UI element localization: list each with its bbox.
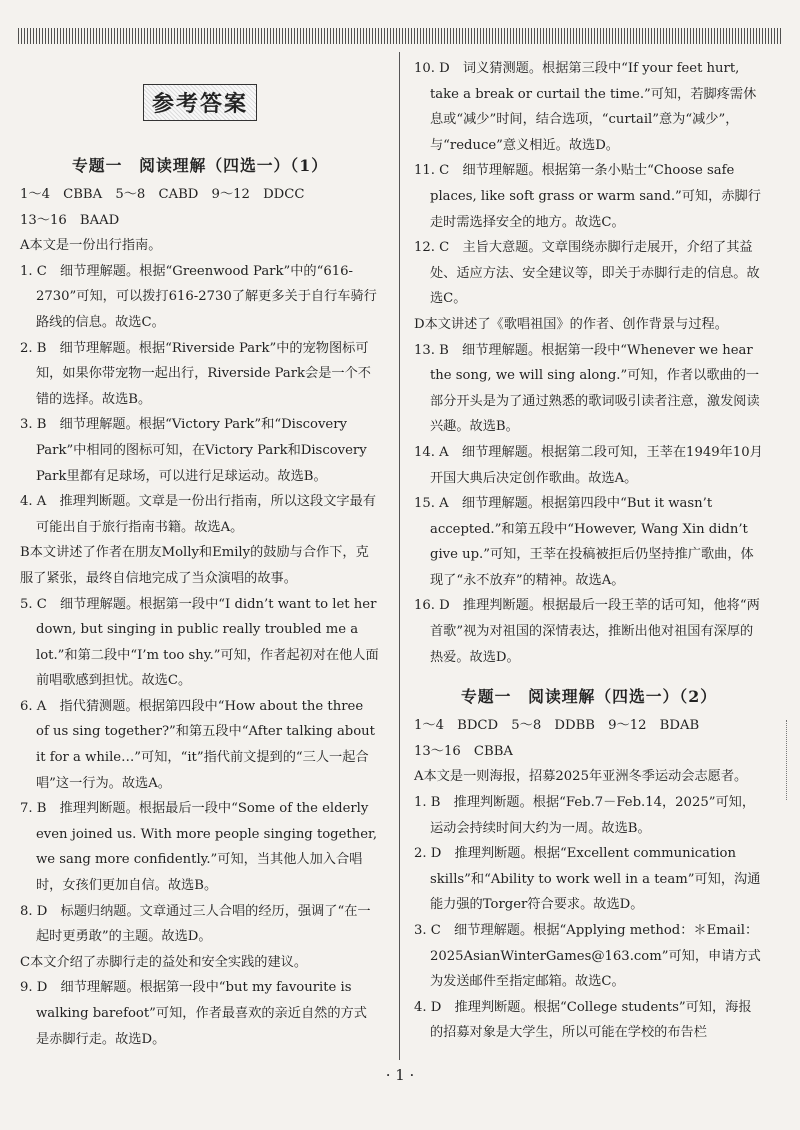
explanation-item: 3. C 细节理解题。根据“Applying method：＊Email：2025AsianWinterGames@163.com”可知，申请方式为发送邮件至指定邮箱。故选C。	[414, 923, 761, 990]
explanation-item: 9. D 细节理解题。根据第一段中“but my favourite is walking barefoot”可知，作者最喜欢的亲近自然的方式是赤脚行走。故选D。	[20, 980, 367, 1047]
column-divider	[399, 52, 400, 1060]
top-barcode-strip	[18, 28, 782, 44]
explanation-item: 6. A 指代猜测题。根据第四段中“How about the three of us sing together?”和第五段中“After talking about it for a while…”可知，“it”指代前文提到的“三人一起合唱”这一行为。故选A。	[20, 698, 375, 791]
explanation-item: 8. D 标题归纳题。文章通过三人合唱的经历，强调了“在一起时更勇敢”的主题。故选D。	[20, 903, 371, 945]
explanation-item: 15. A 细节理解题。根据第四段中“But it wasn’t accepted.”和第五段中“However, Wang Xin didn’t give up.”可知，王莘在投稿被拒后仍坚持推广歌曲，体现了“永不放弃”的精神。故选A。	[414, 496, 754, 588]
binding-edge-marks	[786, 720, 789, 800]
section2-title: 专题一 阅读理解（四选一）（2）	[460, 687, 718, 707]
explanation-item: 12. C 主旨大意题。文章围绕赤脚行走展开，介绍了其益处、适应方法、安全建议等，即关于赤脚行走的信息。故选C。	[414, 240, 760, 307]
page-number: · 1 ·	[385, 1066, 415, 1084]
answer-line: 13～16 BAAD	[20, 212, 120, 228]
section1-title: 专题一 阅读理解（四选一）（1）	[71, 156, 329, 175]
explanation-item: 13. B 细节理解题。根据第一段中“Whenever we hear the song, we will sing along.”可知，作者以歌曲的一部分开头是为了通过熟悉的歌词吸引读者注意，激发阅读兴趣。故选B。	[414, 342, 760, 435]
page-title: 参考答案	[143, 84, 257, 121]
passage-intro: B本文讲述了作者在朋友Molly和Emily的鼓励与合作下，克服了紧张，最终自信地完成了当众演唱的故事。	[20, 545, 369, 586]
explanation-item: 3. B 细节理解题。根据“Victory Park”和“Discovery Park”中相同的图标可知，在Victory Park和Discovery Park里都有足球场，可以进行足球运动。故选B。	[20, 417, 367, 484]
passage-intro: A本文是一则海报，招募2025年亚洲冬季运动会志愿者。	[414, 769, 748, 785]
right-column	[414, 56, 764, 1046]
explanation-item: 4. A 推理判断题。文章是一份出行指南，所以这段文字最有可能出自于旅行指南书籍。故选A。	[20, 494, 376, 535]
explanation-item: 4. D 推理判断题。根据“College students”可知，海报的招募对象是大学生，所以可能在学校的布告栏	[414, 999, 752, 1041]
answer-line: 1～4 BDCD 5～8 DDBB 9～12 BDAB	[414, 718, 700, 734]
explanation-item: 16. D 推理判断题。根据最后一段王莘的话可知，他将“两首歌”视为对祖国的深情表达，推断出他对祖国有深厚的热爱。故选D。	[414, 598, 760, 665]
explanation-item: 7. B 推理判断题。根据最后一段中“Some of the elderly even joined us. With more people singing together, we sang more confidently.”可知，当其他人加入合唱时，女孩们更加自信。故选B。	[20, 801, 378, 894]
answer-line: 13～16 CBBA	[414, 743, 513, 759]
explanation-item: 2. D 推理判断题。根据“Excellent communication skills”和“Ability to work well in a team”可知，沟通能力强的Torger符合要求。故选D。	[414, 846, 761, 913]
explanation-item: 1. B 推理判断题。根据“Feb.7－Feb.14，2025”可知，运动会持续时间大约为一周。故选B。	[414, 795, 756, 836]
explanation-item: 1. C 细节理解题。根据“Greenwood Park”中的“616-2730”可知，可以拨打616-2730了解更多关于自行车骑行路线的信息。故选C。	[20, 263, 377, 330]
explanation-item: 5. C 细节理解题。根据第一段中“I didn’t want to let her down, but singing in public really troubled me a lot.”和第二段中“I’m too shy.”可知，作者起初对在他人面前唱歌感到担忧。故选C。	[20, 596, 379, 689]
explanation-item: 11. C 细节理解题。根据第一条小贴士“Choose safe places, like soft grass or warm sand.”可知，赤脚行走时需选择安全的地方。故选C。	[414, 163, 761, 230]
passage-intro: C本文介绍了赤脚行走的益处和安全实践的建议。	[20, 954, 308, 970]
passage-intro: D本文讲述了《歌唱祖国》的作者、创作背景与过程。	[414, 316, 728, 332]
explanation-item: 2. B 细节理解题。根据“Riverside Park”中的宠物图标可知，如果你带宠物一起出行，Riverside Park会是一个不错的选择。故选B。	[20, 340, 371, 407]
answer-line: 1～4 CBBA 5～8 CABD 9～12 DDCC	[20, 187, 305, 202]
left-column	[20, 56, 380, 1052]
explanation-item: 10. D 词义猜测题。根据第三段中“If your feet hurt, take a break or curtail the time.”可知，若脚疼需休息或“减少”时间，结合选项，“curtail”意为“减少”，与“reduce”意义相近。故选D。	[414, 61, 757, 153]
answer-key-title-wrap	[20, 84, 380, 121]
passage-intro: A本文是一份出行指南。	[20, 238, 162, 254]
explanation-item: 14. A 细节理解题。根据第二段可知，王莘在1949年10月开国大典后决定创作歌曲。故选A。	[414, 444, 763, 486]
